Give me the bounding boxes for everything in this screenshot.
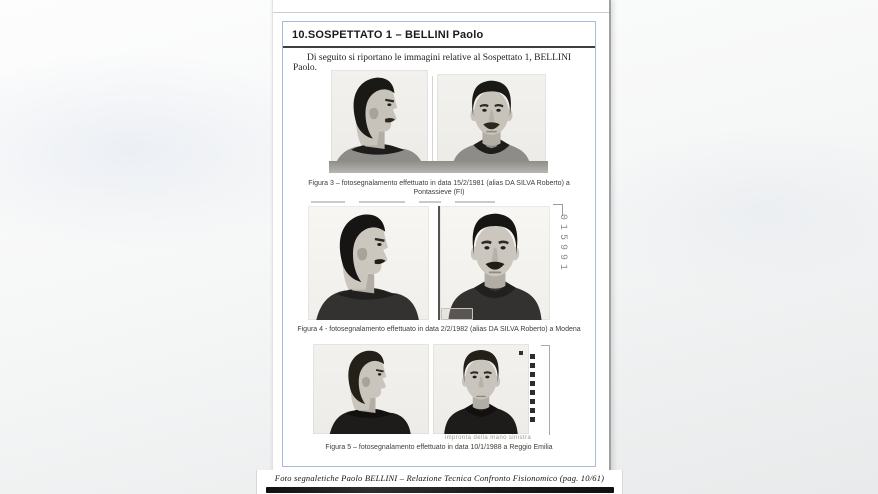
mugshot-profile-photo bbox=[308, 206, 429, 320]
form-edge-bracket bbox=[541, 345, 550, 435]
mugshot-figure-5 bbox=[283, 340, 595, 444]
photo-base-band bbox=[329, 161, 548, 173]
profile-silhouette-icon bbox=[313, 344, 429, 434]
profile-silhouette-icon bbox=[308, 206, 429, 320]
content-frame bbox=[282, 21, 596, 467]
mugshot-front-photo bbox=[437, 74, 546, 173]
faint-stamp bbox=[441, 308, 473, 320]
profile-silhouette-icon bbox=[331, 70, 428, 173]
mugshot-profile-photo bbox=[331, 70, 428, 173]
fingerprint-scale-strip bbox=[530, 354, 535, 422]
mugshot-front-photo bbox=[438, 206, 550, 320]
hand-print-note: impronta della mano sinistra bbox=[444, 435, 532, 441]
bottom-black-bar bbox=[266, 487, 614, 493]
mugshot-figure-4 bbox=[283, 202, 595, 324]
mugshot-front-photo bbox=[433, 344, 529, 434]
photo-marker-dot bbox=[519, 351, 523, 355]
figure-5-caption: Figura 5 – fotosegnalamento effettuato in data 10/1/1988 a Reggio Emilia bbox=[325, 444, 553, 451]
figure-3-caption: Figura 3 – fotosegnalamento effettuato in data 15/2/1981 (alias DA SILVA Roberto) a Pontassieve (FI) bbox=[308, 180, 570, 197]
front-silhouette-icon bbox=[440, 206, 550, 320]
figure-4-caption: Figura 4 - fotosegnalamento effettuato in data 2/2/1982 (alias DA SILVA Roberto) a Modena bbox=[297, 326, 581, 333]
faint-form-header bbox=[311, 201, 561, 204]
photo-divider-line bbox=[432, 76, 433, 164]
mugshot-profile-photo bbox=[313, 344, 429, 434]
section-title: 10.SOSPETTATO 1 – BELLINI Paolo bbox=[283, 22, 595, 48]
intro-text: Di seguito si riportano le immagini relative al Sospettato 1, BELLINI Paolo. bbox=[293, 53, 572, 73]
page-top-edge bbox=[273, 12, 609, 13]
serial-number: 015991 bbox=[557, 214, 568, 275]
front-silhouette-icon bbox=[433, 344, 529, 434]
front-silhouette-icon bbox=[437, 74, 546, 173]
document-page bbox=[272, 0, 611, 494]
footer-caption: Foto segnaletiche Paolo BELLINI – Relazione Tecnica Confronto Fisionomico (pag. 10/61) bbox=[274, 473, 605, 483]
